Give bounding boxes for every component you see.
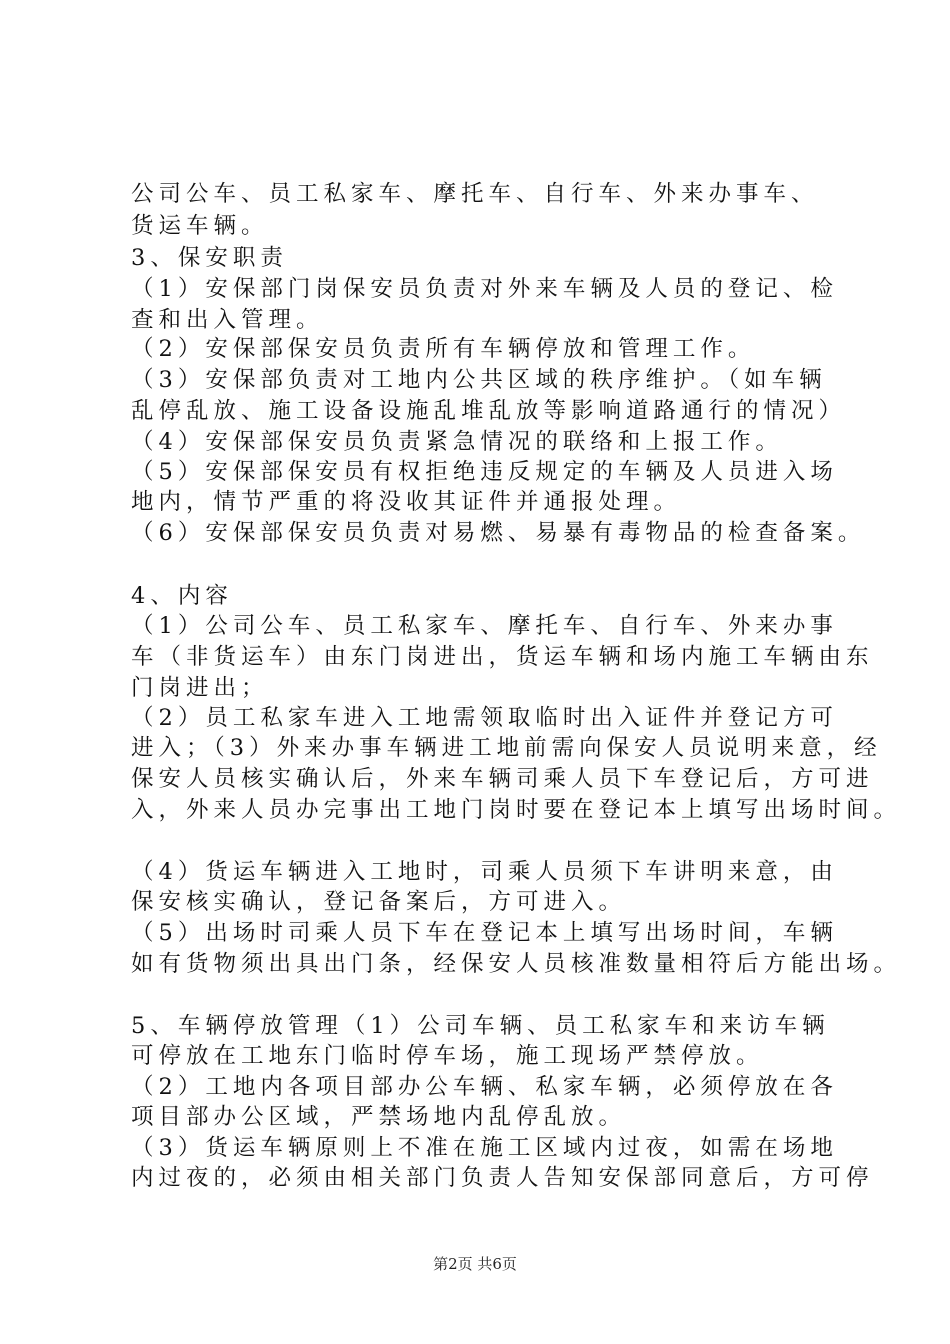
text-line: 保安人员核实确认后，外来车辆司乘人员下车登记后，方可进	[131, 766, 874, 792]
text-line: 入，外来人员办完事出工地门岗时要在登记本上填写出场时间。	[131, 797, 902, 823]
text-line: （4）安保部保安员负责紧急情况的联络和上报工作。	[131, 429, 783, 455]
text-line: （2）安保部保安员负责所有车辆停放和管理工作。	[131, 336, 756, 362]
text-line: （1）公司公车、员工私家车、摩托车、自行车、外来办事	[131, 613, 838, 639]
text-line: 车（非货运车）由东门岗进出，货运车辆和场内施工车辆由东	[131, 644, 874, 670]
text-line: （5）安保部保安员有权拒绝违反规定的车辆及人员进入场	[131, 459, 838, 485]
text-line: 4、内容	[131, 583, 233, 609]
text-line: （2）员工私家车进入工地需领取临时出入证件并登记方可	[131, 705, 838, 731]
text-line: 5、车辆停放管理（1）公司车辆、员工私家车和来访车辆	[131, 1013, 830, 1039]
text-line: （4）货运车辆进入工地时，司乘人员须下车讲明来意，由	[131, 859, 838, 885]
text-line: （1）安保部门岗保安员负责对外来车辆及人员的登记、检	[131, 276, 838, 302]
text-line: 公司公车、员工私家车、摩托车、自行车、外来办事车、	[131, 181, 819, 207]
text-line: 进入；（3）外来办事车辆进工地前需向保安人员说明来意，经	[131, 735, 882, 761]
text-line: 地内，情节严重的将没收其证件并通报处理。	[131, 489, 682, 515]
page-number: 第2页 共6页	[433, 1255, 517, 1273]
text-line: 保安核实确认，登记备案后，方可进入。	[131, 889, 627, 915]
text-line: 如有货物须出具出门条，经保安人员核准数量相符后方能出场。	[131, 951, 902, 977]
text-line: 内过夜的，必须由相关部门负责人告知安保部同意后，方可停	[131, 1165, 874, 1191]
text-line: 可停放在工地东门临时停车场，施工现场严禁停放。	[131, 1043, 764, 1069]
text-line: （2）工地内各项目部办公车辆、私家车辆，必须停放在各	[131, 1074, 838, 1100]
text-line: （3）安保部负责对工地内公共区域的秩序维护。（如车辆	[131, 367, 827, 393]
text-line: 乱停乱放、施工设备设施乱堆乱放等影响道路通行的情况）	[131, 398, 847, 424]
text-line: 项目部办公区域，严禁场地内乱停乱放。	[131, 1104, 627, 1130]
text-line: 查和出入管理。	[131, 307, 324, 333]
text-line: 门岗进出；	[131, 675, 269, 701]
text-line: （6）安保部保安员负责对易燃、易暴有毒物品的检查备案。	[131, 520, 866, 546]
text-line: 3、保安职责	[131, 245, 288, 271]
text-line: （3）货运车辆原则上不准在施工区域内过夜，如需在场地	[131, 1135, 838, 1161]
text-line: （5）出场时司乘人员下车在登记本上填写出场时间，车辆	[131, 920, 838, 946]
text-line: 货运车辆。	[131, 213, 269, 239]
